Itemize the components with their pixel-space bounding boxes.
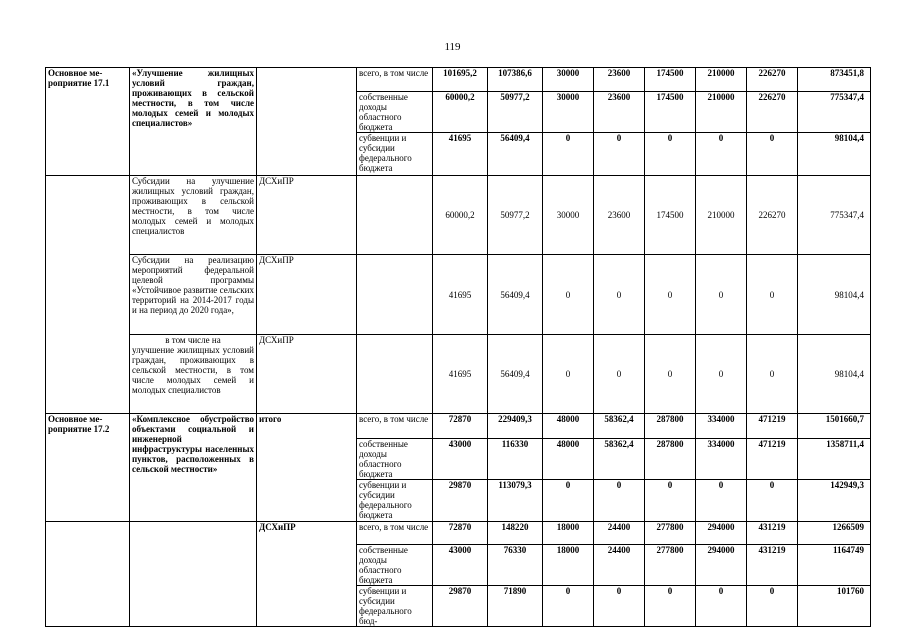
value-cell: 0 bbox=[747, 480, 798, 522]
value-cell: 0 bbox=[594, 480, 645, 522]
empty-cell bbox=[357, 176, 433, 255]
table-row bbox=[46, 522, 871, 545]
value-cell: 0 bbox=[696, 133, 747, 176]
value-cell: 431219 bbox=[747, 522, 798, 545]
value-cell: 0 bbox=[747, 255, 798, 335]
value-cell: 0 bbox=[543, 133, 594, 176]
value-cell: 277800 bbox=[645, 522, 696, 545]
value-cell: 0 bbox=[645, 255, 696, 335]
funding-source: собственные доходы областного бюджета bbox=[357, 92, 433, 133]
value-cell: 0 bbox=[594, 133, 645, 176]
value-cell: 0 bbox=[645, 586, 696, 627]
value-cell: 18000 bbox=[543, 545, 594, 586]
value-cell: 287800 bbox=[645, 414, 696, 439]
subsidy-description: Субсидии на улучшение жилищных условий граждан, проживающих в сельской местности, в том числе молодых семей и молодых специалистов bbox=[130, 176, 257, 255]
value-cell: 30000 bbox=[543, 176, 594, 255]
total-cell: 775347,4 bbox=[798, 92, 871, 133]
value-cell: 0 bbox=[696, 586, 747, 627]
empty-cell bbox=[46, 176, 130, 414]
value-cell: 43000 bbox=[433, 545, 488, 586]
funding-source: всего, в том числе bbox=[357, 414, 433, 439]
value-cell: 0 bbox=[696, 255, 747, 335]
total-cell: 98104,4 bbox=[798, 255, 871, 335]
value-cell: 18000 bbox=[543, 522, 594, 545]
value-cell: 76330 bbox=[488, 545, 543, 586]
value-cell: 287800 bbox=[645, 439, 696, 480]
value-cell: 58362,4 bbox=[594, 414, 645, 439]
funding-source: субвенции и субсидии федерального бюджета bbox=[357, 133, 433, 176]
value-cell: 48000 bbox=[543, 439, 594, 480]
value-cell: 101695,2 bbox=[433, 68, 488, 92]
value-cell: 431219 bbox=[747, 545, 798, 586]
value-cell: 174500 bbox=[645, 92, 696, 133]
total-cell: 873451,8 bbox=[798, 68, 871, 92]
budget-table bbox=[45, 67, 871, 627]
value-cell: 60000,2 bbox=[433, 92, 488, 133]
value-cell: 210000 bbox=[696, 92, 747, 133]
funding-source: всего, в том числе bbox=[357, 522, 433, 545]
value-cell: 471219 bbox=[747, 414, 798, 439]
value-cell: 0 bbox=[594, 586, 645, 627]
executor-cell: ДСХиПР bbox=[257, 176, 357, 255]
measure-title: «Улучшение жилищных условий граждан, проживающих в сельской местности, в том числе молодых семей и молодых специалистов» bbox=[130, 68, 257, 176]
subsidy-description: Субсидии на реализацию мероприятий федеральной целевой программы «Устойчивое развитие сельских территорий на 2014-2017 годы и на период до 2020 года», bbox=[130, 255, 257, 335]
value-cell: 72870 bbox=[433, 522, 488, 545]
value-cell: 294000 bbox=[696, 545, 747, 586]
total-cell: 1266509 bbox=[798, 522, 871, 545]
value-cell: 0 bbox=[543, 335, 594, 414]
value-cell: 23600 bbox=[594, 176, 645, 255]
empty-cell bbox=[357, 335, 433, 414]
table-row bbox=[46, 414, 871, 439]
table-row bbox=[46, 335, 871, 414]
value-cell: 56409,4 bbox=[488, 335, 543, 414]
value-cell: 0 bbox=[543, 480, 594, 522]
value-cell: 23600 bbox=[594, 68, 645, 92]
subsidy-text: улучшение жилищных условий граждан, проживающих в сельской местности, в том числе молодых семей и молодых специалистов bbox=[132, 345, 254, 395]
value-cell: 334000 bbox=[696, 439, 747, 480]
value-cell: 174500 bbox=[645, 68, 696, 92]
value-cell: 48000 bbox=[543, 414, 594, 439]
value-cell: 30000 bbox=[543, 92, 594, 133]
value-cell: 50977,2 bbox=[488, 176, 543, 255]
value-cell: 0 bbox=[594, 335, 645, 414]
value-cell: 0 bbox=[594, 255, 645, 335]
value-cell: 294000 bbox=[696, 522, 747, 545]
value-cell: 210000 bbox=[696, 176, 747, 255]
value-cell: 30000 bbox=[543, 68, 594, 92]
value-cell: 116330 bbox=[488, 439, 543, 480]
value-cell: 41695 bbox=[433, 255, 488, 335]
executor-cell: ДСХиПР bbox=[257, 255, 357, 335]
value-cell: 41695 bbox=[433, 335, 488, 414]
value-cell: 58362,4 bbox=[594, 439, 645, 480]
total-cell: 1164749 bbox=[798, 545, 871, 586]
total-cell: 1501660,7 bbox=[798, 414, 871, 439]
value-cell: 0 bbox=[645, 335, 696, 414]
value-cell: 43000 bbox=[433, 439, 488, 480]
value-cell: 29870 bbox=[433, 480, 488, 522]
value-cell: 0 bbox=[645, 133, 696, 176]
measure-title: «Комплексное обустройство объектами социальной и инженерной инфраструктуры населенных пунктов, расположенных в сельской местности» bbox=[130, 414, 257, 522]
value-cell: 0 bbox=[696, 480, 747, 522]
funding-source: всего, в том числе bbox=[357, 68, 433, 92]
value-cell: 229409,3 bbox=[488, 414, 543, 439]
value-cell: 0 bbox=[645, 480, 696, 522]
value-cell: 277800 bbox=[645, 545, 696, 586]
executor-cell: ДСХиПР bbox=[257, 335, 357, 414]
total-cell: 98104,4 bbox=[798, 133, 871, 176]
value-cell: 174500 bbox=[645, 176, 696, 255]
funding-source: субвенции и субсидии федерального бюджета bbox=[357, 480, 433, 522]
value-cell: 0 bbox=[747, 133, 798, 176]
executor-cell: ДСХиПР bbox=[257, 522, 357, 627]
value-cell: 226270 bbox=[747, 92, 798, 133]
value-cell: 50977,2 bbox=[488, 92, 543, 133]
value-cell: 0 bbox=[696, 335, 747, 414]
value-cell: 113079,3 bbox=[488, 480, 543, 522]
total-cell: 142949,3 bbox=[798, 480, 871, 522]
value-cell: 23600 bbox=[594, 92, 645, 133]
funding-source: собственные доходы областного бюджета bbox=[357, 545, 433, 586]
value-cell: 107386,6 bbox=[488, 68, 543, 92]
value-cell: 56409,4 bbox=[488, 255, 543, 335]
value-cell: 0 bbox=[747, 586, 798, 627]
value-cell: 71890 bbox=[488, 586, 543, 627]
value-cell: 334000 bbox=[696, 414, 747, 439]
value-cell: 0 bbox=[543, 255, 594, 335]
total-cell: 98104,4 bbox=[798, 335, 871, 414]
table-row bbox=[46, 255, 871, 335]
measure-label: Основное ме-роприятие 17.1 bbox=[46, 68, 130, 176]
value-cell: 0 bbox=[543, 586, 594, 627]
value-cell: 148220 bbox=[488, 522, 543, 545]
funding-source: субвенции и субсидии федерального бюд- bbox=[357, 586, 433, 627]
value-cell: 226270 bbox=[747, 68, 798, 92]
value-cell: 56409,4 bbox=[488, 133, 543, 176]
page-number: 119 bbox=[444, 41, 461, 53]
measure-label: Основное ме-роприятие 17.2 bbox=[46, 414, 130, 522]
total-cell: 1358711,4 bbox=[798, 439, 871, 480]
total-cell: 775347,4 bbox=[798, 176, 871, 255]
table-row bbox=[46, 68, 871, 92]
value-cell: 210000 bbox=[696, 68, 747, 92]
value-cell: 41695 bbox=[433, 133, 488, 176]
value-cell: 29870 bbox=[433, 586, 488, 627]
empty-cell bbox=[130, 522, 257, 627]
executor-cell bbox=[257, 68, 357, 176]
subsidy-lead: в том числе на bbox=[165, 335, 221, 345]
value-cell: 24400 bbox=[594, 545, 645, 586]
table-row bbox=[46, 176, 871, 255]
value-cell: 226270 bbox=[747, 176, 798, 255]
subsidy-description bbox=[130, 335, 257, 414]
value-cell: 24400 bbox=[594, 522, 645, 545]
empty-cell bbox=[46, 522, 130, 627]
value-cell: 72870 bbox=[433, 414, 488, 439]
executor-cell: итого bbox=[257, 414, 357, 522]
value-cell: 60000,2 bbox=[433, 176, 488, 255]
funding-source: собственные доходы областного бюджета bbox=[357, 439, 433, 480]
empty-cell bbox=[357, 255, 433, 335]
total-cell: 101760 bbox=[798, 586, 871, 627]
value-cell: 0 bbox=[747, 335, 798, 414]
value-cell: 471219 bbox=[747, 439, 798, 480]
